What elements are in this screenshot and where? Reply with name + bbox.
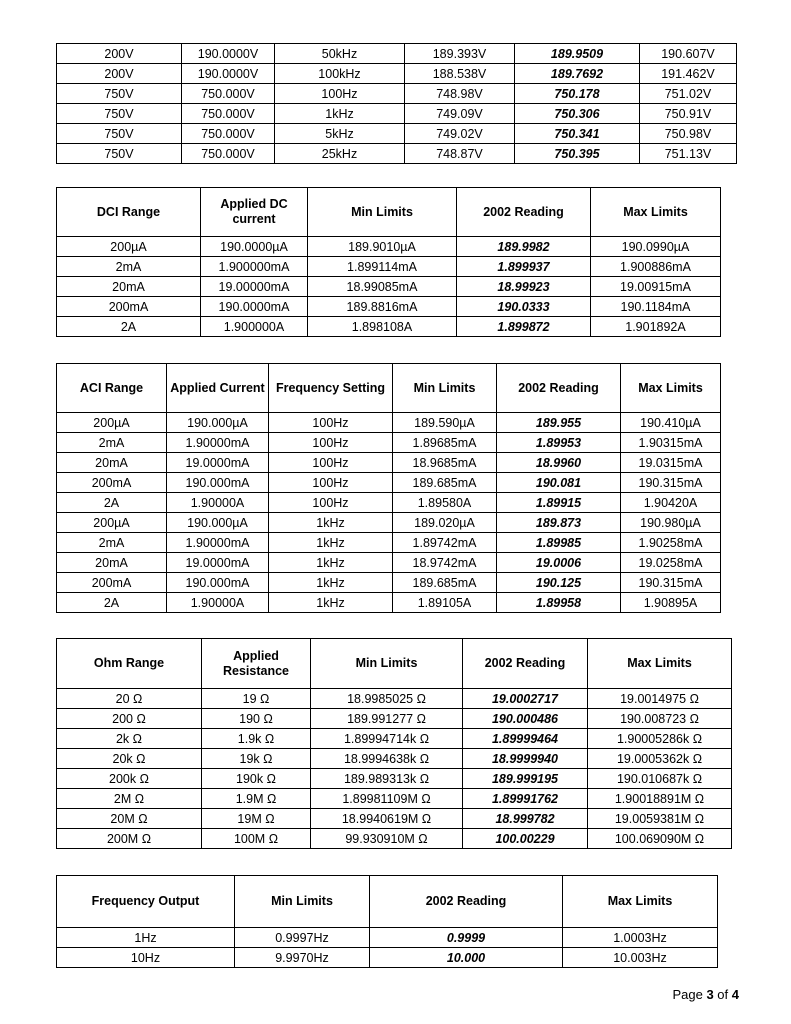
table-row <box>57 413 721 433</box>
table-cell: 1.901892A <box>591 317 721 337</box>
ohm-header-reading: 2002 Reading <box>463 639 588 689</box>
of-word: of <box>717 987 729 1002</box>
table-cell: 200 Ω <box>57 709 202 729</box>
table-cell: 1.90315mA <box>621 433 721 453</box>
table-cell: 1kHz <box>269 593 393 613</box>
reading-cell: 190.0333 <box>457 297 591 317</box>
table-cell: 1.90895A <box>621 593 721 613</box>
table-row <box>57 513 721 533</box>
table-row <box>57 237 721 257</box>
ohm-table <box>56 638 732 849</box>
table-cell: 190k Ω <box>202 769 311 789</box>
table-row <box>57 144 737 164</box>
reading-cell: 100.00229 <box>463 829 588 849</box>
table-cell: 1kHz <box>269 553 393 573</box>
table-cell: 190.0990µA <box>591 237 721 257</box>
table-cell: 750.000V <box>182 104 275 124</box>
table-cell: 748.87V <box>405 144 515 164</box>
table-cell: 750.000V <box>182 144 275 164</box>
table-cell: 50kHz <box>275 44 405 64</box>
ohm-header-row <box>57 639 732 689</box>
table-cell: 1.89580A <box>393 493 497 513</box>
reading-cell: 750.341 <box>515 124 640 144</box>
table-cell: 749.09V <box>405 104 515 124</box>
reading-cell: 189.955 <box>497 413 621 433</box>
table-cell: 1.89105A <box>393 593 497 613</box>
table-cell: 19.00000mA <box>201 277 308 297</box>
reading-cell: 1.899937 <box>457 257 591 277</box>
freq-header-row <box>57 876 718 928</box>
table-cell: 189.685mA <box>393 473 497 493</box>
table-cell: 1Hz <box>57 928 235 948</box>
reading-cell: 18.99923 <box>457 277 591 297</box>
dci-header-min: Min Limits <box>308 188 457 237</box>
table-cell: 1.900000mA <box>201 257 308 277</box>
dci-header-range: DCI Range <box>57 188 201 237</box>
table-cell: 190.1184mA <box>591 297 721 317</box>
table-row <box>57 493 721 513</box>
reading-cell: 1.89991762 <box>463 789 588 809</box>
table-cell: 20mA <box>57 277 201 297</box>
table-cell: 750V <box>57 84 182 104</box>
table-cell: 19.0014975 Ω <box>588 689 732 709</box>
table-cell: 0.9997Hz <box>235 928 370 948</box>
table-cell: 20 Ω <box>57 689 202 709</box>
reading-cell: 189.9509 <box>515 44 640 64</box>
ohm-header-min: Min Limits <box>311 639 463 689</box>
table-row <box>57 829 732 849</box>
table-row <box>57 749 732 769</box>
table-cell: 1.90000mA <box>167 533 269 553</box>
page-footer <box>672 987 739 1002</box>
table-cell: 18.9994638k Ω <box>311 749 463 769</box>
table-cell: 750V <box>57 124 182 144</box>
table-cell: 189.590µA <box>393 413 497 433</box>
table-cell: 190.000mA <box>167 473 269 493</box>
table-cell: 1.90258mA <box>621 533 721 553</box>
table-row <box>57 433 721 453</box>
freq-table <box>56 875 718 968</box>
table-cell: 750V <box>57 104 182 124</box>
table-cell: 18.9685mA <box>393 453 497 473</box>
table-cell: 190.980µA <box>621 513 721 533</box>
table-cell: 19.00915mA <box>591 277 721 297</box>
freq-header-reading: 2002 Reading <box>370 876 563 928</box>
table-cell: 751.13V <box>640 144 737 164</box>
dci-header-max: Max Limits <box>591 188 721 237</box>
aci-header-range: ACI Range <box>57 364 167 413</box>
table-cell: 20mA <box>57 553 167 573</box>
table-cell: 188.538V <box>405 64 515 84</box>
table-cell: 751.02V <box>640 84 737 104</box>
reading-cell: 189.7692 <box>515 64 640 84</box>
reading-cell: 18.9999940 <box>463 749 588 769</box>
table-cell: 19.0005362k Ω <box>588 749 732 769</box>
table-cell: 10.003Hz <box>563 948 718 968</box>
table-cell: 189.8816mA <box>308 297 457 317</box>
table-cell: 189.393V <box>405 44 515 64</box>
table-row <box>57 553 721 573</box>
page-number: 3 <box>706 987 714 1002</box>
table-cell: 750.91V <box>640 104 737 124</box>
table-cell: 2mA <box>57 433 167 453</box>
table-row <box>57 277 721 297</box>
dci-header-row <box>57 188 721 237</box>
table-cell: 19.0315mA <box>621 453 721 473</box>
ohm-header-range: Ohm Range <box>57 639 202 689</box>
aci-header-frequency: Frequency Setting <box>269 364 393 413</box>
reading-cell: 1.89953 <box>497 433 621 453</box>
table-cell: 190.0000V <box>182 64 275 84</box>
freq-header-output: Frequency Output <box>57 876 235 928</box>
table-cell: 1.899114mA <box>308 257 457 277</box>
table-cell: 2mA <box>57 533 167 553</box>
table-cell: 200mA <box>57 473 167 493</box>
table-cell: 18.9742mA <box>393 553 497 573</box>
table-cell: 1kHz <box>269 573 393 593</box>
table-cell: 748.98V <box>405 84 515 104</box>
aci-header-max: Max Limits <box>621 364 721 413</box>
table-cell: 200V <box>57 64 182 84</box>
table-cell: 100Hz <box>269 413 393 433</box>
table-cell: 200µA <box>57 413 167 433</box>
table-cell: 189.989313k Ω <box>311 769 463 789</box>
reading-cell: 750.178 <box>515 84 640 104</box>
table-cell: 1.89685mA <box>393 433 497 453</box>
aci-table <box>56 363 721 613</box>
reading-cell: 1.899872 <box>457 317 591 337</box>
table-cell: 750.98V <box>640 124 737 144</box>
table-cell: 750.000V <box>182 124 275 144</box>
table-cell: 1.89981109M Ω <box>311 789 463 809</box>
table-cell: 2k Ω <box>57 729 202 749</box>
table-cell: 200mA <box>57 573 167 593</box>
table-row <box>57 709 732 729</box>
table-cell: 2M Ω <box>57 789 202 809</box>
table-cell: 20mA <box>57 453 167 473</box>
table-cell: 100Hz <box>269 433 393 453</box>
table-cell: 100M Ω <box>202 829 311 849</box>
aci-header-row <box>57 364 721 413</box>
table-cell: 1.90000A <box>167 493 269 513</box>
table-cell: 190.315mA <box>621 473 721 493</box>
reading-cell: 1.89915 <box>497 493 621 513</box>
reading-cell: 190.081 <box>497 473 621 493</box>
table-cell: 1.90000A <box>167 593 269 613</box>
table-cell: 190.410µA <box>621 413 721 433</box>
reading-cell: 190.125 <box>497 573 621 593</box>
table-cell: 1.900886mA <box>591 257 721 277</box>
table-cell: 200µA <box>57 513 167 533</box>
reading-cell: 19.0002717 <box>463 689 588 709</box>
table-cell: 2A <box>57 593 167 613</box>
table-cell: 750.000V <box>182 84 275 104</box>
table-cell: 20k Ω <box>57 749 202 769</box>
table-cell: 99.930910M Ω <box>311 829 463 849</box>
table-cell: 2A <box>57 317 201 337</box>
table-cell: 189.685mA <box>393 573 497 593</box>
table-row <box>57 453 721 473</box>
reading-cell: 19.0006 <box>497 553 621 573</box>
table-cell: 200M Ω <box>57 829 202 849</box>
table-cell: 100Hz <box>269 453 393 473</box>
table-row <box>57 689 732 709</box>
reading-cell: 0.9999 <box>370 928 563 948</box>
reading-cell: 190.000486 <box>463 709 588 729</box>
ohm-header-max: Max Limits <box>588 639 732 689</box>
reading-cell: 1.89958 <box>497 593 621 613</box>
table-cell: 10Hz <box>57 948 235 968</box>
reading-cell: 189.873 <box>497 513 621 533</box>
table-cell: 190.0000V <box>182 44 275 64</box>
table-cell: 1.900000A <box>201 317 308 337</box>
table-row <box>57 124 737 144</box>
table-cell: 2A <box>57 493 167 513</box>
table-cell: 1.9k Ω <box>202 729 311 749</box>
table-row <box>57 44 737 64</box>
table-cell: 1.90018891M Ω <box>588 789 732 809</box>
table-cell: 1.90420A <box>621 493 721 513</box>
table-cell: 1kHz <box>269 513 393 533</box>
table-cell: 19.0059381M Ω <box>588 809 732 829</box>
table-cell: 1.89742mA <box>393 533 497 553</box>
table-row <box>57 769 732 789</box>
table-cell: 1kHz <box>269 533 393 553</box>
table-row <box>57 104 737 124</box>
table-cell: 189.020µA <box>393 513 497 533</box>
table-cell: 1.898108A <box>308 317 457 337</box>
table-cell: 100kHz <box>275 64 405 84</box>
page-word: Page <box>672 987 703 1002</box>
reading-cell: 1.89985 <box>497 533 621 553</box>
acv-table <box>56 43 737 164</box>
table-row <box>57 928 718 948</box>
table-cell: 1.0003Hz <box>563 928 718 948</box>
table-cell: 19.0000mA <box>167 453 269 473</box>
table-cell: 1.89994714k Ω <box>311 729 463 749</box>
table-row <box>57 948 718 968</box>
reading-cell: 18.999782 <box>463 809 588 829</box>
table-cell: 18.99085mA <box>308 277 457 297</box>
table-cell: 190.000mA <box>167 573 269 593</box>
table-cell: 1.9M Ω <box>202 789 311 809</box>
dci-header-applied: Applied DC current <box>201 188 308 237</box>
reading-cell: 189.9982 <box>457 237 591 257</box>
table-cell: 189.991277 Ω <box>311 709 463 729</box>
table-cell: 190.000µA <box>167 413 269 433</box>
table-cell: 100.069090M Ω <box>588 829 732 849</box>
table-cell: 200mA <box>57 297 201 317</box>
table-cell: 100Hz <box>269 473 393 493</box>
table-cell: 9.9970Hz <box>235 948 370 968</box>
table-cell: 19k Ω <box>202 749 311 769</box>
table-row <box>57 573 721 593</box>
freq-header-min: Min Limits <box>235 876 370 928</box>
table-cell: 1.90005286k Ω <box>588 729 732 749</box>
table-row <box>57 257 721 277</box>
table-cell: 20M Ω <box>57 809 202 829</box>
table-row <box>57 64 737 84</box>
reading-cell: 10.000 <box>370 948 563 968</box>
aci-header-applied: Applied Current <box>167 364 269 413</box>
table-row <box>57 84 737 104</box>
table-cell: 18.9940619M Ω <box>311 809 463 829</box>
reading-cell: 18.9960 <box>497 453 621 473</box>
table-cell: 18.9985025 Ω <box>311 689 463 709</box>
table-cell: 189.9010µA <box>308 237 457 257</box>
reading-cell: 189.999195 <box>463 769 588 789</box>
table-row <box>57 473 721 493</box>
table-cell: 25kHz <box>275 144 405 164</box>
table-cell: 200µA <box>57 237 201 257</box>
table-row <box>57 317 721 337</box>
table-row <box>57 809 732 829</box>
table-cell: 2mA <box>57 257 201 277</box>
table-cell: 190.000µA <box>167 513 269 533</box>
table-cell: 100Hz <box>269 493 393 513</box>
table-cell: 5kHz <box>275 124 405 144</box>
table-cell: 19M Ω <box>202 809 311 829</box>
table-row <box>57 593 721 613</box>
ohm-header-applied: Applied Resistance <box>202 639 311 689</box>
table-cell: 190.315mA <box>621 573 721 593</box>
reading-cell: 1.89999464 <box>463 729 588 749</box>
table-row <box>57 533 721 553</box>
freq-header-max: Max Limits <box>563 876 718 928</box>
table-cell: 1.90000mA <box>167 433 269 453</box>
table-cell: 190.0000µA <box>201 237 308 257</box>
aci-header-reading: 2002 Reading <box>497 364 621 413</box>
dci-header-reading: 2002 Reading <box>457 188 591 237</box>
table-cell: 191.462V <box>640 64 737 84</box>
table-cell: 190.010687k Ω <box>588 769 732 789</box>
table-cell: 200V <box>57 44 182 64</box>
page-total: 4 <box>731 987 739 1002</box>
table-cell: 190.0000mA <box>201 297 308 317</box>
table-cell: 190 Ω <box>202 709 311 729</box>
table-cell: 749.02V <box>405 124 515 144</box>
reading-cell: 750.306 <box>515 104 640 124</box>
table-cell: 1kHz <box>275 104 405 124</box>
reading-cell: 750.395 <box>515 144 640 164</box>
dci-table <box>56 187 721 337</box>
table-cell: 200k Ω <box>57 769 202 789</box>
table-row <box>57 789 732 809</box>
table-cell: 100Hz <box>275 84 405 104</box>
table-cell: 19.0000mA <box>167 553 269 573</box>
table-cell: 190.008723 Ω <box>588 709 732 729</box>
table-cell: 19 Ω <box>202 689 311 709</box>
table-cell: 750V <box>57 144 182 164</box>
aci-header-min: Min Limits <box>393 364 497 413</box>
table-row <box>57 729 732 749</box>
table-cell: 190.607V <box>640 44 737 64</box>
table-cell: 19.0258mA <box>621 553 721 573</box>
table-row <box>57 297 721 317</box>
